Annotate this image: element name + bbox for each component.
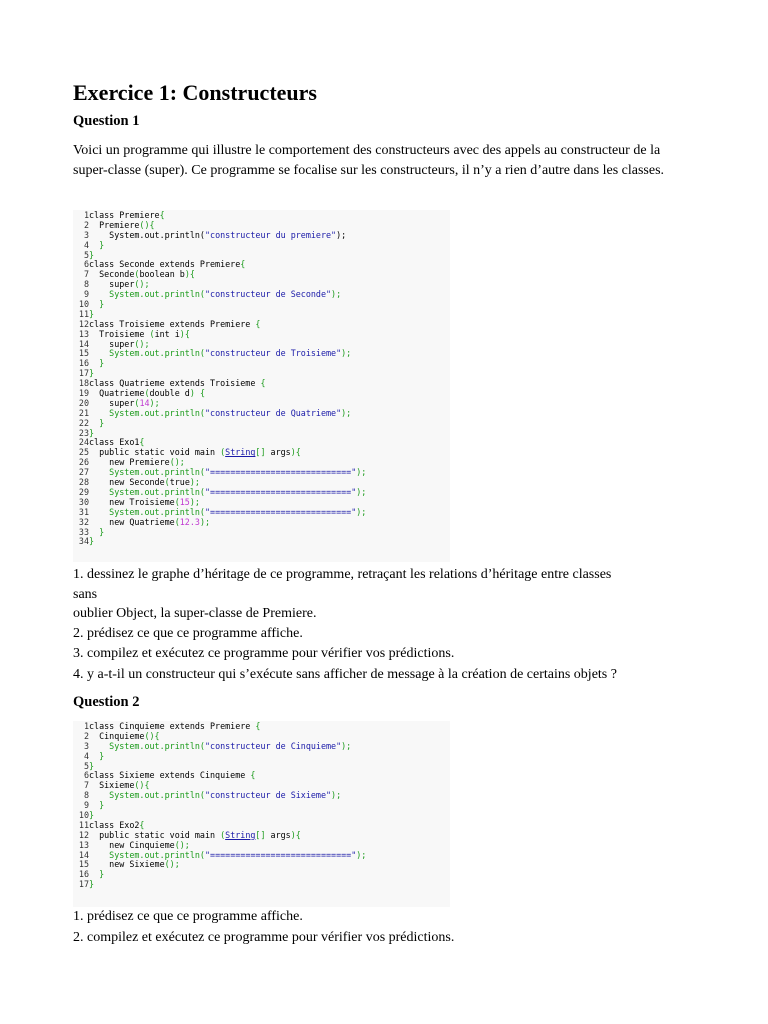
line-number: 3 xyxy=(83,230,89,240)
code-token: ( xyxy=(220,830,226,840)
line-number: 15 xyxy=(78,349,89,359)
line-number: 5 xyxy=(83,250,89,260)
code-token: System.out.println( xyxy=(89,290,205,300)
code-token: double d xyxy=(149,389,190,399)
code-token: } xyxy=(89,240,105,250)
code-token: class Quatrieme extends Troisieme xyxy=(89,379,261,389)
code-token: ); xyxy=(356,507,367,517)
code-token: new Troisieme xyxy=(89,497,175,507)
code-line xyxy=(73,771,450,781)
question-1-intro: Voici un programme qui illustre le comportement des constructeurs avec des appels au constructeur de la super-classe (super). Ce programme se focalise sur les constructeurs, il n’y a rien d’autre dans les classes. xyxy=(73,143,665,178)
line-number: 15 xyxy=(78,860,89,870)
code-line xyxy=(73,762,450,772)
code-token: (){ xyxy=(144,731,160,741)
line-number: 9 xyxy=(83,801,89,811)
code-token: ){ xyxy=(184,270,195,280)
code-line xyxy=(73,478,450,488)
code-token: System.out.println( xyxy=(89,507,205,517)
code-line xyxy=(73,722,450,732)
code-token: ){ xyxy=(179,329,190,339)
code-token: } xyxy=(89,761,95,771)
code-line xyxy=(73,419,450,429)
code-line xyxy=(73,752,450,762)
code-token: new Seconde xyxy=(89,478,165,488)
code-token: new Sixieme xyxy=(89,860,165,870)
code-token: } xyxy=(89,880,95,890)
code-token: [] xyxy=(255,830,266,840)
code-token: public static void main xyxy=(89,830,221,840)
code-line xyxy=(73,468,450,478)
line-number: 6 xyxy=(83,260,89,270)
code-token: } xyxy=(89,428,95,438)
code-token: } xyxy=(89,870,105,880)
code-token: class Seconde extends Premiere xyxy=(89,260,241,270)
code-token: } xyxy=(89,801,105,811)
code-line xyxy=(73,518,450,528)
code-line xyxy=(73,870,450,880)
code-block-1 xyxy=(73,210,450,562)
code-token: Troisieme xyxy=(89,329,150,339)
code-token: System.out.println( xyxy=(89,408,205,418)
code-token: ); xyxy=(331,290,342,300)
code-token: new Premiere xyxy=(89,458,170,468)
question-1-heading: Question 1 xyxy=(73,113,140,129)
code-token: "============================" xyxy=(204,507,357,517)
code-line xyxy=(73,821,450,831)
line-number: 27 xyxy=(78,468,89,478)
code-line xyxy=(73,270,450,280)
code-token: Cinquieme xyxy=(89,731,145,741)
code-token: ); xyxy=(356,468,367,478)
line-number: 13 xyxy=(78,840,89,850)
code-token: } xyxy=(89,537,95,547)
code-line xyxy=(73,860,450,870)
code-token: boolean b xyxy=(139,270,185,280)
code-token: { xyxy=(255,319,261,329)
code-token: } xyxy=(89,811,95,821)
code-line xyxy=(73,389,450,399)
code-token: args xyxy=(265,448,291,458)
code-token: { xyxy=(255,722,261,731)
code-token: new Cinquieme xyxy=(89,840,175,850)
line-number: 26 xyxy=(78,458,89,468)
line-number: 25 xyxy=(78,448,89,458)
code-token: System.out.println( xyxy=(89,791,205,801)
code-token: "============================" xyxy=(204,850,357,860)
code-line xyxy=(73,498,450,508)
code-token: } xyxy=(89,359,105,369)
code-token: "constructeur de Quatrieme" xyxy=(204,408,342,418)
code-token: "constructeur de Troisieme" xyxy=(204,349,342,359)
line-number: 13 xyxy=(78,329,89,339)
code-token: ( xyxy=(164,478,170,488)
code-token: } xyxy=(89,300,105,310)
q2-task-2: 2. compilez et exécutez ce programme pour vérifier vos prédictions. xyxy=(73,930,455,945)
code-line xyxy=(73,791,450,801)
code-token: ); xyxy=(356,487,367,497)
code-token: ); xyxy=(189,478,200,488)
code-token: ( xyxy=(144,389,150,399)
line-number: 14 xyxy=(78,339,89,349)
code-line xyxy=(73,330,450,340)
line-number: 22 xyxy=(78,418,89,428)
code-line xyxy=(73,251,450,261)
line-number: 10 xyxy=(78,811,89,821)
code-token: { xyxy=(139,820,145,830)
code-token: class Exo2 xyxy=(89,820,140,830)
line-number: 4 xyxy=(83,240,89,250)
code-token: "constructeur de Seconde" xyxy=(204,290,332,300)
line-number: 32 xyxy=(78,517,89,527)
code-block-2 xyxy=(73,721,450,907)
code-token: } xyxy=(89,751,105,761)
code-line xyxy=(73,811,450,821)
q2-task-1: 1. prédisez ce que ce programme affiche. xyxy=(73,909,303,924)
line-number: 17 xyxy=(78,880,89,890)
code-line xyxy=(73,528,450,538)
code-token: { xyxy=(139,438,145,448)
code-line xyxy=(73,260,450,270)
code-line xyxy=(73,231,450,241)
q1-task-4: 4. y a-t-il un constructeur qui s’exécute sans afficher de message à la création de certains objets ? xyxy=(73,667,617,682)
code-line xyxy=(73,211,450,221)
q1-task-2: 2. prédisez ce que ce programme affiche. xyxy=(73,626,303,641)
code-line xyxy=(73,841,450,851)
line-number: 9 xyxy=(83,290,89,300)
code-token: ); xyxy=(331,791,342,801)
line-number: 30 xyxy=(78,497,89,507)
code-token: Quatrieme xyxy=(89,389,145,399)
line-number: 2 xyxy=(83,731,89,741)
line-number: 8 xyxy=(83,280,89,290)
code-token: super xyxy=(89,339,135,349)
line-number: 6 xyxy=(83,771,89,781)
code-token: { xyxy=(260,379,266,389)
code-token: ( xyxy=(134,270,140,280)
q1-task-1: 1. dessinez le graphe d’héritage de ce programme, retraçant les relations d’héritage entre classes xyxy=(73,567,612,582)
code-line xyxy=(73,340,450,350)
code-token: (); xyxy=(174,840,190,850)
line-number: 19 xyxy=(78,389,89,399)
code-token: System.out.println( xyxy=(89,487,205,497)
q1-task-1-wrap: sans xyxy=(73,587,98,602)
code-token: } xyxy=(89,369,95,379)
code-line xyxy=(73,438,450,448)
code-token: } xyxy=(89,309,95,319)
line-number: 1 xyxy=(83,211,89,220)
code-token: System.out.println( xyxy=(89,850,205,860)
code-token: } xyxy=(89,250,95,260)
code-token: { xyxy=(250,771,256,781)
line-number: 2 xyxy=(83,220,89,230)
code-line xyxy=(73,300,450,310)
line-number: 28 xyxy=(78,478,89,488)
line-number: 11 xyxy=(78,309,89,319)
code-token: } xyxy=(89,527,105,537)
line-number: 14 xyxy=(78,850,89,860)
line-number: 1 xyxy=(83,722,89,731)
line-number: 33 xyxy=(78,527,89,537)
code-token: args xyxy=(265,830,291,840)
code-token: ){ xyxy=(290,830,301,840)
line-number: 5 xyxy=(83,761,89,771)
line-number: 7 xyxy=(83,781,89,791)
code-token: ); xyxy=(199,517,211,527)
code-token: ( xyxy=(220,448,226,458)
line-number: 16 xyxy=(78,359,89,369)
code-token: class Sixieme extends Cinquieme xyxy=(89,771,251,781)
code-token: class Exo1 xyxy=(89,438,140,448)
code-line xyxy=(73,831,450,841)
code-token: (){ xyxy=(139,220,155,230)
code-token: "============================" xyxy=(204,487,357,497)
code-token: "constructeur de Cinquieme" xyxy=(204,741,342,751)
code-token: { xyxy=(159,211,165,220)
code-token: ( xyxy=(149,329,155,339)
code-line xyxy=(73,409,450,419)
code-token: (){ xyxy=(134,781,150,791)
code-token: (); xyxy=(169,458,185,468)
code-token: class Troisieme extends Premiere xyxy=(89,319,256,329)
code-token: System.out.println( xyxy=(89,230,205,240)
code-token: Sixieme xyxy=(89,781,135,791)
code-token: super xyxy=(89,280,135,290)
code-token: ); xyxy=(356,850,367,860)
code-token: ); xyxy=(149,398,160,408)
line-number: 21 xyxy=(78,408,89,418)
code-line xyxy=(73,399,450,409)
code-line xyxy=(73,880,450,890)
code-line xyxy=(73,851,450,861)
code-token: System.out.println( xyxy=(89,349,205,359)
code-token: { xyxy=(240,260,246,270)
code-token: "constructeur du premiere" xyxy=(204,230,337,240)
q1-task-1-cont: oublier Object, la super-classe de Premiere. xyxy=(73,606,317,621)
code-token: int i xyxy=(154,329,180,339)
code-token: true xyxy=(169,478,190,488)
code-token: } xyxy=(89,418,105,428)
code-line xyxy=(73,221,450,231)
code-token: System.out.println( xyxy=(89,468,205,478)
code-line xyxy=(73,537,450,547)
code-token: (); xyxy=(134,280,150,290)
line-number: 12 xyxy=(78,830,89,840)
code-line xyxy=(73,369,450,379)
code-token: Seconde xyxy=(89,270,135,280)
code-token: System.out.println( xyxy=(89,741,205,751)
code-token: Premiere xyxy=(89,220,140,230)
line-number: 24 xyxy=(78,438,89,448)
code-line xyxy=(73,508,450,518)
question-2-heading: Question 2 xyxy=(73,694,140,710)
code-token: class Premiere xyxy=(89,211,160,220)
line-number: 20 xyxy=(78,398,89,408)
code-token: "constructeur de Sixieme" xyxy=(204,791,332,801)
line-number: 10 xyxy=(78,300,89,310)
code-token: ); xyxy=(341,741,352,751)
code-token: ); xyxy=(341,408,352,418)
code-line xyxy=(73,801,450,811)
page-title: Exercice 1: Constructeurs xyxy=(73,80,317,105)
line-number: 17 xyxy=(78,369,89,379)
code-token: String xyxy=(225,830,256,840)
code-token: public static void main xyxy=(89,448,221,458)
code-line xyxy=(73,280,450,290)
code-token: String xyxy=(225,448,256,458)
line-number: 4 xyxy=(83,751,89,761)
code-token: [] xyxy=(255,448,266,458)
code-line xyxy=(73,241,450,251)
code-token: ( xyxy=(174,497,180,507)
line-number: 7 xyxy=(83,270,89,280)
code-token: ); xyxy=(189,497,200,507)
code-line xyxy=(73,359,450,369)
code-token: ){ xyxy=(290,448,301,458)
code-token: 14 xyxy=(139,398,150,408)
line-number: 11 xyxy=(78,820,89,830)
code-token: 12.3 xyxy=(179,517,200,527)
code-token: ) { xyxy=(189,389,205,399)
code-line xyxy=(73,742,450,752)
code-token: super xyxy=(89,398,135,408)
q1-task-3: 3. compilez et exécutez ce programme pour vérifier vos prédictions. xyxy=(73,646,455,661)
line-number: 16 xyxy=(78,870,89,880)
line-number: 3 xyxy=(83,741,89,751)
code-line xyxy=(73,310,450,320)
code-line xyxy=(73,458,450,468)
code-line xyxy=(73,448,450,458)
code-token: ); xyxy=(336,230,347,240)
line-number: 18 xyxy=(78,379,89,389)
line-number: 29 xyxy=(78,487,89,497)
code-line xyxy=(73,781,450,791)
code-token: ( xyxy=(134,398,140,408)
line-number: 34 xyxy=(78,537,89,547)
code-line xyxy=(73,320,450,330)
code-token: (); xyxy=(164,860,180,870)
line-number: 8 xyxy=(83,791,89,801)
code-token: ); xyxy=(341,349,352,359)
code-token: "============================" xyxy=(204,468,357,478)
code-token: ( xyxy=(174,517,180,527)
code-line xyxy=(73,732,450,742)
code-line xyxy=(73,429,450,439)
code-line xyxy=(73,349,450,359)
code-line xyxy=(73,290,450,300)
code-token: 15 xyxy=(179,497,190,507)
code-line xyxy=(73,379,450,389)
line-number: 23 xyxy=(78,428,89,438)
code-token: class Cinquieme extends Premiere xyxy=(89,722,256,731)
line-number: 12 xyxy=(78,319,89,329)
code-line xyxy=(73,488,450,498)
code-token: (); xyxy=(134,339,150,349)
code-token: new Quatrieme xyxy=(89,517,175,527)
line-number: 31 xyxy=(78,507,89,517)
